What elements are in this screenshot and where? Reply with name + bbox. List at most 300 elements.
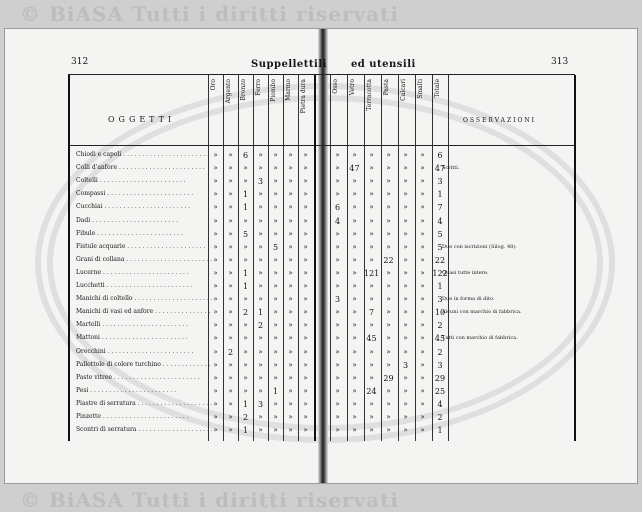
row-label: Pinzette . . . bbox=[76, 413, 212, 425]
total-cell: 6 bbox=[437, 151, 443, 160]
row-label: Orecchini . . . bbox=[76, 348, 212, 360]
row-label: Lucchetti . . . bbox=[76, 282, 212, 294]
table-cell: » bbox=[335, 399, 340, 408]
table-cell: » bbox=[258, 164, 263, 173]
table-cell: 1 bbox=[242, 203, 249, 213]
table-cell: » bbox=[335, 386, 340, 395]
table-cell: » bbox=[369, 282, 374, 290]
column-header: Bronzo bbox=[240, 79, 247, 101]
table-cell: » bbox=[403, 216, 408, 225]
table-cell: » bbox=[352, 360, 357, 369]
table-cell: » bbox=[369, 216, 374, 225]
table-cell: » bbox=[228, 255, 233, 264]
column-rule bbox=[448, 75, 449, 441]
table-cell: » bbox=[369, 373, 374, 382]
table-cell: » bbox=[352, 373, 357, 382]
table-cell: » bbox=[258, 360, 263, 369]
table-cell: » bbox=[228, 399, 233, 408]
table-cell: » bbox=[258, 255, 263, 264]
table-cell: » bbox=[288, 282, 293, 290]
table-cell: » bbox=[258, 216, 263, 225]
observation-note: Due in forma di dito. bbox=[442, 296, 495, 303]
table-cell: » bbox=[273, 268, 278, 277]
table-cell: » bbox=[369, 177, 374, 186]
table-cell: » bbox=[386, 242, 391, 251]
table-cell: » bbox=[288, 413, 293, 421]
table-cell: » bbox=[303, 308, 308, 317]
column-header: Ferro bbox=[255, 79, 262, 96]
table-cell: » bbox=[352, 229, 357, 238]
table-cell: 1 bbox=[257, 308, 264, 318]
table-cell: » bbox=[386, 268, 391, 277]
table-cell: 2 bbox=[227, 347, 234, 357]
table-cell: 29 bbox=[383, 373, 394, 383]
table-cell: » bbox=[258, 295, 263, 304]
table-cell: 2 bbox=[242, 413, 249, 422]
table-cell: » bbox=[213, 282, 218, 290]
total-cell: 22 bbox=[434, 255, 446, 265]
table-cell: » bbox=[288, 347, 293, 356]
table-cell: » bbox=[213, 216, 218, 225]
total-cell: 1 bbox=[437, 190, 443, 200]
table-cell: » bbox=[258, 242, 263, 251]
row-label: Manichi di vasi ed anfore . . . bbox=[76, 308, 212, 320]
table-cell: » bbox=[213, 334, 218, 343]
table-cell: » bbox=[352, 386, 357, 395]
table-cell: » bbox=[420, 347, 425, 356]
table-cell: » bbox=[352, 268, 357, 277]
table-cell: » bbox=[420, 268, 425, 277]
table-cell: » bbox=[273, 321, 278, 330]
total-cell: 7 bbox=[437, 203, 443, 213]
table-cell: » bbox=[288, 255, 293, 264]
row-label: Fistule acquarie . . . bbox=[76, 243, 212, 255]
total-cell: 29 bbox=[434, 373, 446, 383]
table-cell: » bbox=[403, 229, 408, 238]
table-cell: » bbox=[288, 426, 293, 435]
table-cell: » bbox=[213, 386, 218, 395]
table-cell: » bbox=[288, 190, 293, 199]
table-cell: » bbox=[303, 413, 308, 421]
page-number-left: 312 bbox=[71, 57, 89, 67]
table-cell: » bbox=[386, 426, 391, 435]
column-rule bbox=[314, 75, 316, 441]
table-cell: » bbox=[243, 334, 248, 343]
column-header: Argento bbox=[225, 79, 232, 104]
observation-note: Due con iscrizioni (Silog. 48). bbox=[442, 243, 517, 250]
table-cell: 2 bbox=[257, 321, 264, 331]
header-osservazioni: OSSERVAZIONI bbox=[463, 117, 537, 124]
table-cell: » bbox=[303, 177, 308, 186]
table-cell: » bbox=[228, 216, 233, 225]
table-cell: » bbox=[258, 373, 263, 382]
table-cell: » bbox=[243, 242, 248, 251]
table-cell: » bbox=[403, 386, 408, 395]
row-label: Mattoni . . . bbox=[76, 334, 212, 346]
table-cell: » bbox=[303, 242, 308, 251]
column-header: Smalti bbox=[417, 79, 424, 99]
table-cell: » bbox=[352, 177, 357, 186]
table-cell: » bbox=[288, 373, 293, 382]
table-cell: » bbox=[352, 426, 357, 435]
table-cell: » bbox=[403, 268, 408, 277]
table-cell: » bbox=[420, 426, 425, 435]
table-cell: 5 bbox=[242, 229, 249, 239]
table-cell: 45 bbox=[366, 334, 377, 344]
table-cell: » bbox=[369, 360, 374, 369]
table-cell: » bbox=[213, 347, 218, 356]
table-cell: » bbox=[273, 413, 278, 421]
table-cell: » bbox=[228, 334, 233, 343]
table-cell: » bbox=[386, 321, 391, 330]
table-cell: » bbox=[303, 399, 308, 408]
table-cell: » bbox=[335, 321, 340, 330]
column-header: Calcari bbox=[400, 79, 407, 101]
table-cell: » bbox=[369, 164, 374, 173]
table-cell: » bbox=[258, 268, 263, 277]
total-cell: 3 bbox=[437, 177, 443, 187]
total-cell: 2 bbox=[437, 413, 443, 422]
table-cell: » bbox=[213, 151, 218, 159]
row-label: Fibule . . . bbox=[76, 230, 212, 242]
table-cell: » bbox=[386, 360, 391, 369]
table-cell: » bbox=[288, 295, 293, 304]
total-cell: 4 bbox=[437, 216, 443, 226]
observation-note: Alcuni con marchio di fabbrica. bbox=[442, 309, 522, 316]
watermark-bottom: © BiASA Tutti i diritti riservati bbox=[20, 488, 399, 512]
table-cell: » bbox=[352, 413, 357, 421]
row-label: Lucerne . . . bbox=[76, 269, 212, 281]
table-cell: » bbox=[420, 360, 425, 369]
column-header: Osso bbox=[332, 79, 339, 94]
total-cell: 3 bbox=[437, 360, 443, 370]
table-cell: » bbox=[335, 268, 340, 277]
total-cell: 3 bbox=[437, 295, 443, 305]
table-cell: » bbox=[243, 177, 248, 186]
row-label: Piastre di serratura . . . bbox=[76, 400, 212, 412]
table-cell: » bbox=[243, 347, 248, 356]
table-cell: » bbox=[420, 373, 425, 382]
table-cell: » bbox=[228, 164, 233, 173]
table-cell: » bbox=[420, 386, 425, 395]
table-cell: » bbox=[420, 295, 425, 304]
total-cell: 25 bbox=[434, 386, 446, 396]
table-cell: » bbox=[258, 151, 263, 159]
table-cell: » bbox=[303, 347, 308, 356]
table-cell: » bbox=[228, 373, 233, 382]
table-cell: » bbox=[213, 308, 218, 317]
table-cell: » bbox=[303, 190, 308, 199]
table-cell: » bbox=[288, 334, 293, 343]
table-cell: » bbox=[352, 399, 357, 408]
table-cell: » bbox=[213, 426, 218, 435]
table-cell: » bbox=[369, 242, 374, 251]
table-cell: 1 bbox=[242, 426, 249, 436]
table-cell: » bbox=[258, 203, 263, 212]
table-cell: » bbox=[352, 295, 357, 304]
table-cell: » bbox=[243, 295, 248, 304]
table-cell: » bbox=[335, 360, 340, 369]
table-cell: » bbox=[303, 255, 308, 264]
table-cell: » bbox=[228, 386, 233, 395]
table-cell: » bbox=[213, 190, 218, 199]
table-cell: » bbox=[303, 164, 308, 173]
table-cell: » bbox=[420, 399, 425, 408]
row-label: Cucchiai . . . bbox=[76, 203, 212, 215]
table-cell: » bbox=[403, 373, 408, 382]
table-cell: » bbox=[258, 282, 263, 290]
table-cell: » bbox=[369, 229, 374, 238]
table-cell: » bbox=[369, 203, 374, 212]
table-cell: 1 bbox=[242, 190, 249, 200]
table-cell: 47 bbox=[349, 164, 360, 174]
table-cell: » bbox=[258, 190, 263, 199]
table-cell: » bbox=[213, 268, 218, 277]
table-cell: » bbox=[420, 282, 425, 290]
table-cell: » bbox=[369, 347, 374, 356]
observation-note: Quasi tutte intere. bbox=[442, 269, 489, 276]
table-cell: » bbox=[403, 282, 408, 290]
column-header: Oro bbox=[210, 79, 217, 91]
table-cell: » bbox=[213, 373, 218, 382]
table-cell: » bbox=[386, 216, 391, 225]
table-cell: » bbox=[288, 151, 293, 159]
total-cell: 5 bbox=[437, 242, 443, 252]
table-cell: » bbox=[303, 203, 308, 212]
table-cell: » bbox=[352, 151, 357, 159]
table-cell: » bbox=[273, 426, 278, 435]
table-cell: » bbox=[369, 190, 374, 199]
table-cell: » bbox=[228, 268, 233, 277]
table-cell: » bbox=[335, 347, 340, 356]
table-cell: » bbox=[352, 190, 357, 199]
table-cell: » bbox=[288, 386, 293, 395]
table-cell: » bbox=[258, 426, 263, 435]
table-cell: » bbox=[420, 308, 425, 317]
inventory-table bbox=[68, 74, 575, 440]
table-cell: » bbox=[303, 268, 308, 277]
table-cell: » bbox=[403, 334, 408, 343]
table-cell: 3 bbox=[257, 177, 264, 187]
table-cell: » bbox=[228, 308, 233, 317]
table-cell: » bbox=[288, 268, 293, 277]
table-cell: » bbox=[335, 242, 340, 251]
table-cell: » bbox=[420, 255, 425, 264]
column-header: Piombo bbox=[270, 79, 277, 102]
table-cell: » bbox=[420, 216, 425, 225]
table-cell: » bbox=[420, 229, 425, 238]
table-cell: » bbox=[228, 177, 233, 186]
total-cell: 47 bbox=[434, 164, 446, 174]
table-cell: » bbox=[386, 164, 391, 173]
table-cell: » bbox=[273, 308, 278, 317]
table-cell: » bbox=[303, 373, 308, 382]
table-cell: » bbox=[386, 399, 391, 408]
table-cell: » bbox=[258, 386, 263, 395]
table-cell: » bbox=[273, 373, 278, 382]
table-cell: » bbox=[273, 203, 278, 212]
table-cell: 24 bbox=[366, 386, 377, 396]
table-cell: 6 bbox=[242, 151, 249, 160]
table-cell: » bbox=[386, 177, 391, 186]
table-cell: » bbox=[228, 295, 233, 304]
table-cell: » bbox=[386, 386, 391, 395]
table-cell: » bbox=[369, 255, 374, 264]
table-cell: » bbox=[258, 347, 263, 356]
table-cell: » bbox=[386, 413, 391, 421]
table-cell: » bbox=[273, 229, 278, 238]
table-cell: » bbox=[273, 295, 278, 304]
column-header: Marmo bbox=[285, 79, 292, 101]
table-cell: 2 bbox=[242, 308, 249, 318]
table-cell: » bbox=[352, 347, 357, 356]
table-cell: » bbox=[386, 190, 391, 199]
column-header: Vetro bbox=[349, 79, 356, 96]
table-cell: » bbox=[335, 229, 340, 238]
row-label: Pallottole di colore turchino . . . bbox=[76, 361, 212, 373]
row-label: Colli d'anfore . . . bbox=[76, 164, 212, 176]
column-header: Totale bbox=[434, 79, 441, 98]
observation-note: Tutti con marchio di fabbrica. bbox=[442, 335, 518, 342]
table-cell: » bbox=[228, 321, 233, 330]
observation-note: Scritti. bbox=[442, 165, 460, 172]
table-cell: » bbox=[420, 321, 425, 330]
table-cell: » bbox=[352, 308, 357, 317]
table-cell: » bbox=[403, 151, 408, 159]
page-title bbox=[251, 59, 416, 70]
table-cell: » bbox=[403, 190, 408, 199]
total-cell: 122 bbox=[432, 268, 448, 278]
header-oggetti: OGGETTI bbox=[108, 115, 176, 124]
table-cell: » bbox=[303, 151, 308, 159]
table-cell: » bbox=[403, 255, 408, 264]
row-label: Coltelli . . . bbox=[76, 177, 212, 189]
table-cell: » bbox=[213, 321, 218, 330]
table-cell: » bbox=[213, 164, 218, 173]
table-cell: » bbox=[420, 334, 425, 343]
table-cell: » bbox=[335, 282, 340, 290]
table-cell: » bbox=[303, 426, 308, 435]
table-cell: » bbox=[386, 151, 391, 159]
table-cell: » bbox=[352, 242, 357, 251]
table-cell: » bbox=[273, 151, 278, 159]
table-cell: » bbox=[288, 229, 293, 238]
table-cell: » bbox=[386, 334, 391, 343]
table-cell: » bbox=[303, 360, 308, 369]
table-cell: » bbox=[335, 308, 340, 317]
table-cell: » bbox=[403, 242, 408, 251]
row-label: Manichi di coltello . . . bbox=[76, 295, 212, 307]
table-cell: » bbox=[335, 255, 340, 264]
table-cell: » bbox=[403, 399, 408, 408]
table-cell: » bbox=[403, 177, 408, 186]
table-cell: » bbox=[213, 295, 218, 304]
table-cell: » bbox=[303, 282, 308, 290]
table-cell: » bbox=[273, 177, 278, 186]
table-cell: » bbox=[243, 360, 248, 369]
table-cell: » bbox=[369, 399, 374, 408]
table-cell: » bbox=[213, 242, 218, 251]
table-cell: » bbox=[228, 190, 233, 199]
table-cell: » bbox=[369, 295, 374, 304]
table-cell: » bbox=[403, 164, 408, 173]
table-cell: » bbox=[228, 413, 233, 421]
table-cell: » bbox=[352, 334, 357, 343]
table-cell: » bbox=[420, 413, 425, 421]
table-cell: » bbox=[228, 360, 233, 369]
table-cell: » bbox=[288, 308, 293, 317]
page-number-right: 313 bbox=[551, 57, 569, 67]
table-cell: » bbox=[288, 242, 293, 251]
table-cell: » bbox=[228, 229, 233, 238]
table-cell: 4 bbox=[334, 216, 341, 226]
table-cell: » bbox=[288, 216, 293, 225]
table-cell: » bbox=[288, 321, 293, 330]
table-cell: » bbox=[420, 164, 425, 173]
table-cell: » bbox=[213, 399, 218, 408]
table-cell: » bbox=[352, 203, 357, 212]
table-cell: » bbox=[243, 321, 248, 330]
table-cell: » bbox=[228, 203, 233, 212]
total-cell: 1 bbox=[437, 282, 443, 291]
column-rule bbox=[68, 75, 70, 441]
watermark-top: © BiASA Tutti i diritti riservati bbox=[20, 2, 399, 26]
row-label: Scontri di serratura . . . bbox=[76, 426, 212, 438]
table-cell: 7 bbox=[368, 308, 375, 318]
table-cell: » bbox=[386, 347, 391, 356]
total-cell: 1 bbox=[437, 426, 443, 436]
table-cell: 1 bbox=[242, 399, 249, 409]
column-header: Pasta bbox=[383, 79, 390, 96]
table-cell: » bbox=[243, 386, 248, 395]
row-label: Pesi . . . bbox=[76, 387, 212, 399]
table-cell: » bbox=[420, 190, 425, 199]
table-cell: » bbox=[228, 242, 233, 251]
table-cell: » bbox=[335, 151, 340, 159]
table-cell: » bbox=[273, 164, 278, 173]
table-cell: » bbox=[403, 203, 408, 212]
table-cell: » bbox=[335, 426, 340, 435]
table-cell: 121 bbox=[364, 268, 380, 278]
table-cell: » bbox=[213, 229, 218, 238]
row-label: Paste vitree . . . bbox=[76, 374, 212, 386]
table-cell: » bbox=[228, 282, 233, 290]
row-label: Dadi . . . bbox=[76, 217, 212, 229]
table-cell: » bbox=[303, 334, 308, 343]
column-header: Terracotta bbox=[366, 79, 373, 111]
table-cell: » bbox=[243, 373, 248, 382]
table-cell: 3 bbox=[402, 360, 409, 370]
column-header: Pietra dura bbox=[300, 79, 307, 114]
table-cell: » bbox=[288, 360, 293, 369]
table-cell: » bbox=[420, 242, 425, 251]
table-cell: » bbox=[420, 203, 425, 212]
title-right: ed utensili bbox=[350, 59, 416, 70]
table-cell: » bbox=[335, 373, 340, 382]
table-cell: » bbox=[369, 321, 374, 330]
table-cell: » bbox=[258, 229, 263, 238]
table-cell: » bbox=[403, 308, 408, 317]
table-cell: » bbox=[288, 164, 293, 173]
table-cell: 22 bbox=[383, 255, 394, 265]
table-cell: » bbox=[243, 164, 248, 173]
table-cell: » bbox=[369, 151, 374, 159]
table-cell: » bbox=[273, 190, 278, 199]
table-cell: » bbox=[403, 295, 408, 304]
table-cell: » bbox=[303, 229, 308, 238]
table-cell: » bbox=[420, 177, 425, 186]
table-cell: » bbox=[258, 413, 263, 421]
